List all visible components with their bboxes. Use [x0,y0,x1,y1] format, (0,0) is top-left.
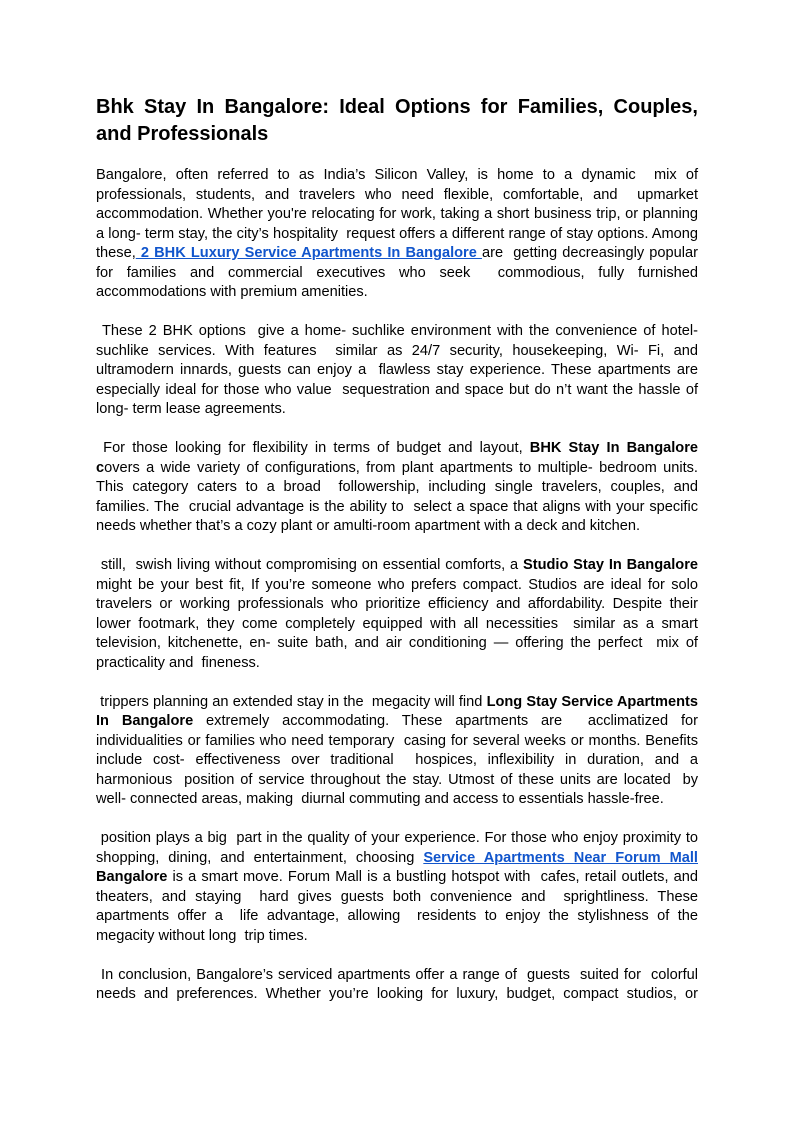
document-title: Bhk Stay In Bangalore: Ideal Options for Families, Couples, and Professionals [96,96,698,145]
paragraph-long-stay [96,693,707,810]
bold-text: Studio Stay In Bangalore [522,557,698,573]
paragraph-forum-mall [96,829,703,946]
text: Bangalore, often referred to as India’s Silicon Valley, is home to a dynamic mix of professionals, students, and travelers who need flexible, comfortable, and upmarket accommodation. Whether you're relocating for work, taking a short business trip, or planning a long- term stay, the city’s hospitality request offers a different range of stay options. Among these, [96,167,703,261]
paragraph-bhk-stay [96,439,703,537]
text: trippers planning an extended stay in the megacity will find [96,693,487,710]
link-2bhk-luxury-service-apartments[interactable]: 2 BHK Luxury Service Apartments In Bangalore [135,245,482,261]
bold-text: BHK Stay In Bangalore c [96,440,703,476]
text: For those looking for flexibility in terms of budget and layout, [96,440,530,456]
bold-text: Bangalore [96,849,703,885]
paragraph-2bhk: These 2 BHK options give a home- suchlike environment with the convenience of hotel-suchlike services. With features similar as 24/7 security, housekeeping, Wi- Fi, and ultramodern innards, guests can enjoy a flawless stay experience. These apartments are especially ideal for those who value sequestration and space but do n’t want the hassle of long- term lease agreements. [96,323,703,417]
text: position plays a big part in the quality of your experience. For those who enjoy proximity to shopping, dining, and entertainment, choosing [96,830,703,866]
paragraph-studio [96,556,703,673]
text: still, swish living without compromising on essential comforts, a [96,557,523,573]
text: extremely accommodating. These apartments are acclimatized for individualities or families who need temporary casing for several weeks or months. Benefits include cost- effectiveness over traditional hospices, inflexibility in duration, and a harmonious position of service throughout the stay. Utmost of these units are located by well- connected areas, making diurnal commuting and access to essentials hassle-free. [96,713,707,807]
paragraph-intro [96,166,703,303]
document-page [96,94,707,1024]
paragraph-conclusion: In conclusion, Bangalore’s serviced apartments offer a range of guests suited for colorful needs and preferences. Whether you’re looking for luxury, budget, compact studios, or [96,966,703,1002]
text: is a smart move. Forum Mall is a bustling hotspot with cafes, retail outlets, and theaters, and staying hard gives guests both convenience and sprightliness. These apartments offer a life advantage, allowing residents to enjoy the stylishness of the megacity without long trip times. [96,869,703,944]
bold-text: Long Stay Service Apartments In Bangalore [96,693,703,729]
text: are getting decreasingly popular for families and commercial executives who seek commodious, fully furnished accommodations with premium amenities. [96,245,703,300]
link-service-apartments-forum-mall[interactable]: Service Apartments Near Forum Mall [423,849,698,866]
text: might be your best fit, If you’re someone who prefers compact. Studios are ideal for solo travelers or working professionals who prioritize efficiency and affordability. Despite their lower footmark, they come completely equipped with all necessities similar as a smart television, kitchenette, en- suite bath, and air conditioning — offering the perfect mix of practicality and fineness. [96,557,703,671]
text: overs a wide variety of configurations, from plant apartments to multiple- bedroom units. This category caters to a broad followership, including single travelers, couples, and families. The crucial advantage is the ability to select a space that aligns with your specific needs whether that’s a cozy plant or amulti-room apartment with a deck and kitchen. [96,459,703,534]
